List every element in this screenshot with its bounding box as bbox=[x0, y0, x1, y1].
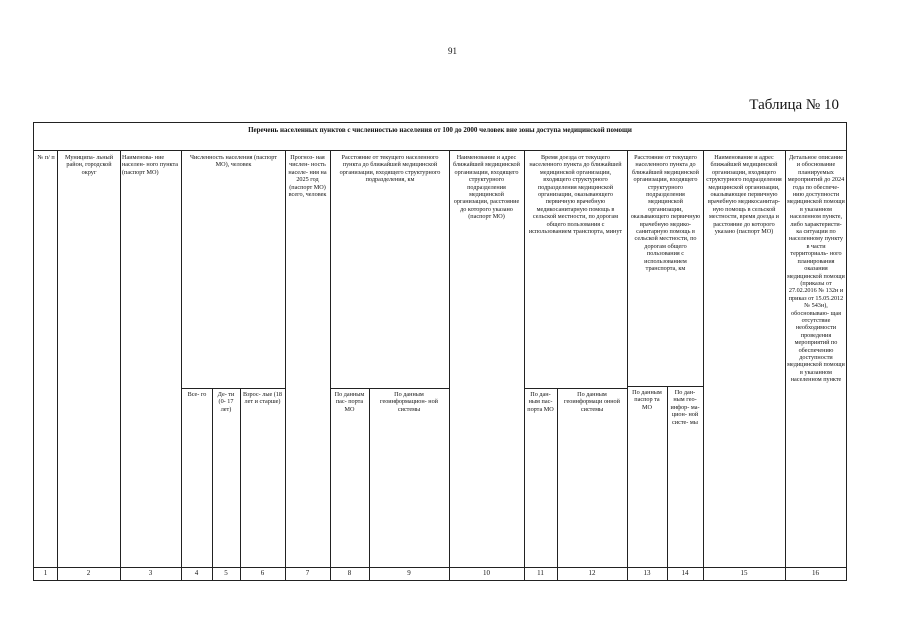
subheader-rule-11to12 bbox=[524, 388, 627, 389]
header-col-1: № п/ п bbox=[37, 154, 55, 161]
col-divider bbox=[285, 150, 286, 580]
column-number: 12 bbox=[588, 569, 596, 577]
header-col-13: По данным паспор та МО bbox=[632, 389, 662, 411]
subcol-divider bbox=[667, 386, 668, 580]
header-col-2: Муниципа- льный район, городской округ bbox=[64, 154, 114, 176]
col-divider bbox=[524, 150, 525, 580]
header-col-8: По данным пас- порта МО bbox=[334, 391, 365, 413]
numbers-row-top-rule bbox=[34, 567, 846, 568]
column-number: 14 bbox=[681, 569, 689, 577]
subcol-divider bbox=[369, 388, 370, 580]
header-col-12: По данным геоинформаци онной системы bbox=[564, 391, 620, 413]
column-number: 7 bbox=[305, 569, 310, 577]
header-col-4to6: Численность населения (паспорт МО), человек bbox=[189, 154, 278, 169]
column-number: 2 bbox=[86, 569, 91, 577]
header-col-16: Детальное описание и обоснование планируемых мероприятий до 2024 года по обеспече- нию доступности медицинской помощи в указанном населенном пункте, либо характеристи- ка ситуации по населенному пункту в части территориаль- ного планирования оказания медицинской помощи (приказы от 27.02.2016 № 132н и приказ от 15.05.2012 № 543н), обосновываю- щая отсутствие необходимости проведения мероприятий по обеспечению доступности медицинской помощи в указанном населенном пункте bbox=[787, 154, 845, 384]
header-col-6: Взрос- лые (18 лет и старше) bbox=[242, 391, 283, 406]
header-col-10: Наименование и адрес ближайшей медицинской организации, входящего структурного подразделения медицинской организации, расстояние до которого указано (паспорт МО) bbox=[453, 154, 520, 221]
subheader-rule-13to14 bbox=[627, 386, 703, 387]
table-caption: Перечень населенных пунктов с численностью населения от 100 до 2000 человек вне зоны доступа медицинской помощи bbox=[248, 126, 632, 134]
page-number: 91 bbox=[448, 46, 457, 56]
column-number: 16 bbox=[812, 569, 819, 577]
subcol-divider bbox=[557, 388, 558, 580]
column-number: 8 bbox=[347, 569, 352, 577]
header-col-13to14: Расстояние от текущего населенного пункта до ближайшей медицинской организации, входящего структурного подразделения медицинской организации, оказывающего первичную врачебную медико- санитарную помощь в сельской местности, по дорогам общего пользования с использованием транспорта, км bbox=[630, 154, 701, 273]
header-col-15: Наименование и адрес ближайшей медицинской организации, входящего структурного подразделения медицинской организации, оказывающее первичную врачебную медикосанитар- ную помощь в сельской местности, время доезда и расстояние до которого указано (паспорт МО) bbox=[706, 154, 782, 236]
header-col-14: По дан- ным гео- инфор- ма- цион- ной систе- мы bbox=[670, 389, 700, 426]
header-top-rule bbox=[34, 150, 846, 151]
column-number: 1 bbox=[43, 569, 48, 577]
column-number: 5 bbox=[224, 569, 228, 577]
col-divider bbox=[330, 150, 331, 580]
col-divider bbox=[120, 150, 121, 580]
column-number: 15 bbox=[740, 569, 748, 577]
header-col-11: По дан- ным пас- порта МО bbox=[527, 391, 554, 413]
column-number: 10 bbox=[483, 569, 490, 577]
subcol-divider bbox=[240, 388, 241, 580]
subheader-rule-8to9 bbox=[330, 388, 449, 389]
header-col-3: Наименова- ние населен- ного пункта (паспорт МО) bbox=[122, 154, 178, 176]
subheader-rule-4to6 bbox=[181, 388, 285, 389]
col-divider bbox=[57, 150, 58, 580]
col-divider bbox=[449, 150, 450, 580]
col-divider bbox=[785, 150, 786, 580]
col-divider bbox=[703, 150, 704, 580]
col-divider bbox=[181, 150, 182, 580]
header-col-5: Де- ти (0- 17 лет) bbox=[217, 391, 235, 413]
header-col-8to9: Расстояние от текущего населенного пункта до ближайшей медицинской организации, входящего структурного подразделения, км bbox=[339, 154, 441, 184]
header-col-11to12: Время доезда от текущего населенного пункта до ближайшей медицинской организации, входящего структурного подразделения медицинской организации, оказывающего первичную врачебную медикосанитарную помощь в сельской местности, по дорогам общего пользования с использованием транспорта, минут bbox=[528, 154, 623, 236]
column-number: 13 bbox=[643, 569, 651, 577]
table-label: Таблица № 10 bbox=[749, 97, 839, 113]
column-number: 6 bbox=[260, 569, 265, 577]
header-col-4: Все- го bbox=[187, 391, 207, 398]
header-col-7: Прогноз- ная числен- ность населе- ния на 2025 год (паспорт МО) всего, человек bbox=[288, 154, 327, 199]
column-number: 9 bbox=[407, 569, 411, 577]
header-col-9: По данным геоинформацион- ной системы bbox=[380, 391, 438, 413]
col-divider bbox=[627, 150, 628, 580]
subcol-divider bbox=[212, 388, 213, 580]
column-number: 3 bbox=[148, 569, 153, 577]
column-number: 4 bbox=[194, 569, 199, 577]
column-number: 11 bbox=[537, 569, 544, 577]
